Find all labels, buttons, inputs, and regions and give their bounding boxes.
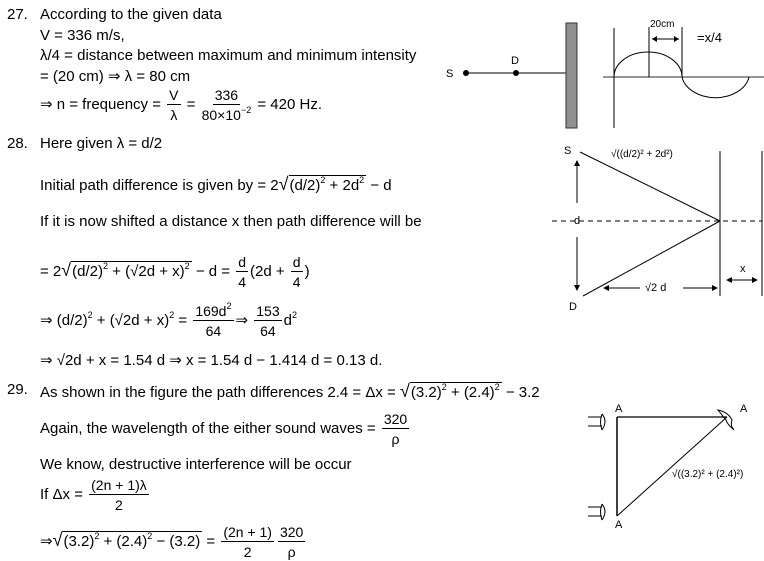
numerator: 320 [383,411,408,427]
q27-eq-prefix: ⇒ n = frequency = [40,95,161,113]
q28-line5: ⇒ $(d/2)^2 + (√2d + x)^2$ = $\frac{169d^2}{64}$ ⇒ $\frac{153}{64}$ $d^2$ [40,301,297,339]
q29-line4 [40,478,151,512]
numerator: (2n + 1)λ [91,477,147,493]
q27-line1: According to the given data [40,6,222,23]
denominator: λ [170,107,178,123]
fig-q28-x-label: x [740,263,746,275]
fig-q29-label-a2: A [740,403,748,415]
den-base: 80×10 [201,107,241,123]
q28-initial-path-diff-math: $2√(d/2)^2 + 2d^2 - d$ [270,174,392,194]
fig-q28-label-distance-d: d [574,215,581,227]
q29-line2-prefix: Again, the wavelength of the either sound waves = [40,419,376,437]
fig-q29-label-a1: A [615,403,623,415]
den-exp: −2 [240,105,252,115]
fig-q28-hyp-label: √((d/2)² + 2d²) [611,149,673,160]
fig-q28-label-d: D [569,301,577,313]
detector-icon [718,410,734,430]
q28-line1: Here given λ = d/2 [40,135,163,152]
q28-line4: = $2√(d/2)^2 + (√2d + x)^2 - d$ = $\frac{d}{4}$ (2d + $\frac{d}{4}$ ) [40,254,310,290]
denominator [202,105,252,122]
fraction-336 [202,88,252,122]
fig-q28-base-label: √2 d [645,282,667,294]
q29-line4-prefix: If Δx = [40,485,83,503]
fig1-label-s: S [446,68,454,80]
equals: = [186,95,196,113]
numerator: V [169,87,179,103]
question-28-number: 28. [7,135,28,152]
denominator: 2 [115,497,123,513]
denominator: ρ [391,431,400,447]
q27-figure-wave [600,0,764,140]
q27-eq-suffix: = 420 Hz. [257,95,322,113]
numerator: 336 [214,87,239,103]
speaker-icon [588,414,605,430]
question-29-number: 29. [7,381,28,398]
q28-line6: ⇒ √2d + x = 1.54 d ⇒ x = 1.54 d − 1.414 d = 0.13 d. [40,352,383,369]
fraction-320-rho [382,412,409,446]
q28-line3: If it is now shifted a distance x then path difference will be [40,213,422,230]
q27-line3: λ/4 = distance between maximum and minimum intensity [40,47,417,64]
fig2-x4-label: =x/4 [697,30,722,45]
fig-q29-hyp-label: √((3.2)² + (2.4)²) [672,469,744,480]
q28-line2-prefix: Initial path difference is given by = [40,177,267,194]
question-27-number: 27. [7,6,28,23]
q27-line2: V = 336 m/s, [40,27,125,44]
q29-line1: As shown in the figure the path differences $2.4 = \Delta x = √(3.2)^2 + (2.4)^2 - 3.2$ [40,381,540,401]
fraction-2n1-lambda [89,478,149,512]
q29-line2 [40,412,411,446]
fig-q29-label-a3: A [615,519,623,531]
fig1-label-d: D [511,55,519,67]
q29-line1-prefix: As shown in the figure the path differences 2.4 = Δx = [40,384,396,401]
q27-frequency-equation [40,88,322,122]
q29-line5: $\Rightarrow√(3.2)^2 + (2.4)^2 - (3.2)$ = $\frac{(2n + 1)}{2}$ $\frac{320}{\rho}$ [40,524,304,560]
q29-line3: We know, destructive interference will be occur [40,456,352,473]
q27-line4: = (20 cm) ⇒ λ = 80 cm [40,68,191,85]
fig-q28-label-s: S [564,145,572,157]
fraction-v-over-lambda [167,88,180,122]
q27-figure-source-reflector [440,0,600,140]
fig2-distance-label: 20cm [650,19,675,30]
speaker-icon [588,504,605,520]
q28-line2 [40,175,392,193]
q29-figure-speakers [570,390,764,540]
